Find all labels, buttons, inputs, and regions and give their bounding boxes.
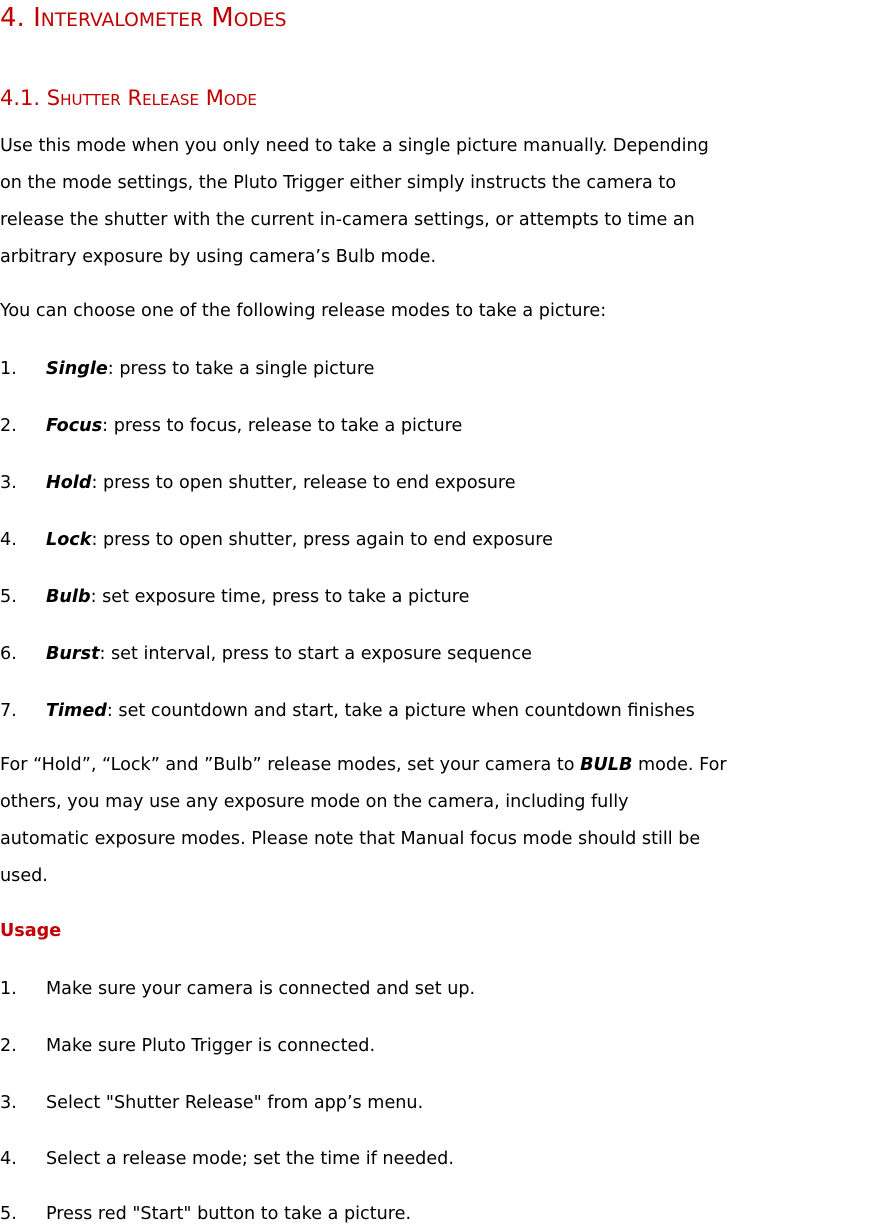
list-number: 2. <box>0 416 17 436</box>
list-number: 6. <box>0 644 17 664</box>
list-number: 7. <box>0 701 17 721</box>
mode-description: : set countdown and start, take a picture when countdown finishes <box>106 701 695 721</box>
note-line: For “Hold”, “Lock” and ”Bulb” release modes, set your camera to BULB mode. For <box>0 755 727 775</box>
step-text: Make sure your camera is connected and set up. <box>46 979 476 999</box>
note-line: others, you may use any exposure mode on the camera, including fully <box>0 792 629 812</box>
step-number: 3. <box>0 1093 17 1113</box>
subsection-heading: 4.1. SHUTTER RELEASE MODE <box>0 86 257 110</box>
step-text: Press red "Start" button to take a picture. <box>46 1204 412 1224</box>
step-text: Make sure Pluto Trigger is connected. <box>46 1036 376 1056</box>
bulb-keyword: BULB <box>580 755 633 775</box>
step-number: 4. <box>0 1149 17 1169</box>
mode-description: : set exposure time, press to take a picture <box>90 587 470 607</box>
intro-line: arbitrary exposure by using camera’s Bulb mode. <box>0 247 437 267</box>
mode-description: : press to take a single picture <box>107 359 375 379</box>
mode-description: : press to open shutter, release to end exposure <box>91 473 516 493</box>
step-number: 2. <box>0 1036 17 1056</box>
list-number: 3. <box>0 473 17 493</box>
step-number: 1. <box>0 979 17 999</box>
note-line: automatic exposure modes. Please note that Manual focus mode should still be <box>0 829 701 849</box>
mode-name: Hold <box>46 473 92 493</box>
intro-line: Use this mode when you only need to take a single picture manually. Depending <box>0 136 709 156</box>
mode-name: Burst <box>46 644 100 664</box>
mode-name: Lock <box>46 530 92 550</box>
intro-line: release the shutter with the current in-camera settings, or attempts to time an <box>0 210 695 230</box>
list-number: 4. <box>0 530 17 550</box>
mode-name: Focus <box>46 416 103 436</box>
mode-name: Bulb <box>46 587 91 607</box>
section-heading: 4. INTERVALOMETER MODES <box>0 3 287 33</box>
list-number: 1. <box>0 359 17 379</box>
section-number: 4. <box>0 3 25 33</box>
list-number: 5. <box>0 587 17 607</box>
mode-name: Single <box>46 359 108 379</box>
intro-line: on the mode settings, the Pluto Trigger either simply instructs the camera to <box>0 173 677 193</box>
mode-description: : set interval, press to start a exposure sequence <box>99 644 532 664</box>
step-number: 5. <box>0 1204 17 1224</box>
step-text: Select "Shutter Release" from app’s menu. <box>46 1093 424 1113</box>
mode-description: : press to focus, release to take a picture <box>102 416 463 436</box>
step-text: Select a release mode; set the time if needed. <box>46 1149 454 1169</box>
choose-paragraph: You can choose one of the following release modes to take a picture: <box>0 301 607 321</box>
note-line: used. <box>0 866 48 886</box>
mode-description: : press to open shutter, press again to end exposure <box>91 530 553 550</box>
usage-heading: Usage <box>0 921 62 941</box>
mode-name: Timed <box>46 701 107 721</box>
subsection-number: 4.1. <box>0 86 41 110</box>
